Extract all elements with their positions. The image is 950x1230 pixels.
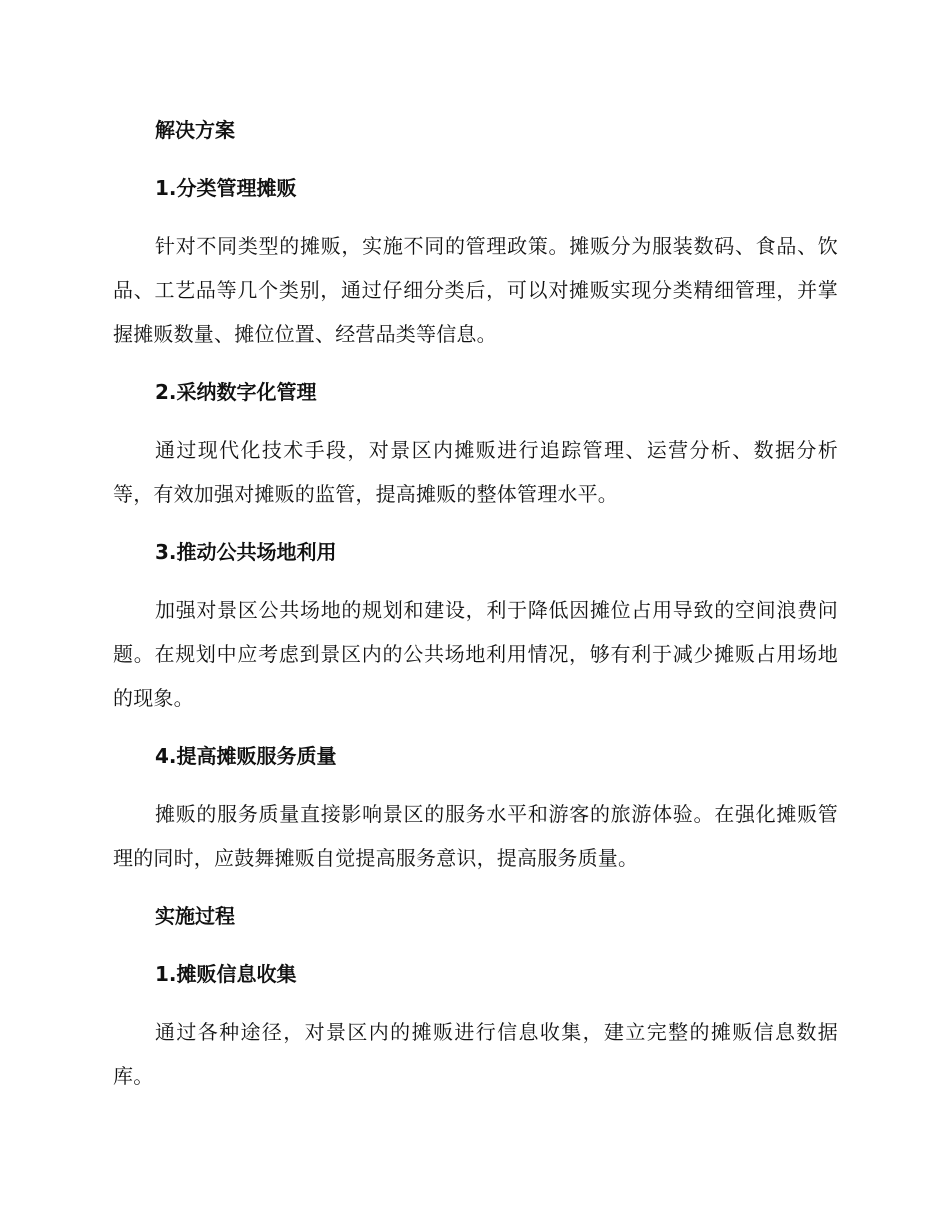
subheading-classified-management: 1.分类管理摊贩 (155, 176, 297, 200)
paragraph-info-collection: 通过各种途径，对景区内的摊贩进行信息收集，建立完整的摊贩信息数据库。 (113, 1020, 838, 1088)
paragraph-service-quality: 摊贩的服务质量直接影响景区的服务水平和游客的旅游体验。在强化摊贩管理的同时，应鼓舞摊贩自觉提高服务意识，提高服务质量。 (113, 802, 838, 870)
paragraph-public-space-use: 加强对景区公共场地的规划和建设，利于降低因摊位占用导致的空间浪费问题。在规划中应考虑到景区内的公共场地利用情况，够有利于减少摊贩占用场地的现象。 (113, 598, 838, 710)
document-page (113, 108, 838, 1112)
subheading-public-space-use: 3.推动公共场地利用 (155, 540, 337, 564)
section-heading-implementation: 实施过程 (155, 904, 235, 928)
subheading-info-collection: 1.摊贩信息收集 (155, 962, 297, 986)
paragraph-digital-management: 通过现代化技术手段，对景区内摊贩进行追踪管理、运营分析、数据分析等，有效加强对摊贩的监管，提高摊贩的整体管理水平。 (113, 438, 838, 506)
section-heading-solutions: 解决方案 (155, 118, 235, 142)
paragraph-classified-management: 针对不同类型的摊贩，实施不同的管理政策。摊贩分为服装数码、食品、饮品、工艺品等几个类别，通过仔细分类后，可以对摊贩实现分类精细管理，并掌握摊贩数量、摊位位置、经营品类等信息。 (113, 234, 838, 346)
subheading-service-quality: 4.提高摊贩服务质量 (155, 744, 337, 768)
subheading-digital-management: 2.采纳数字化管理 (155, 380, 317, 404)
